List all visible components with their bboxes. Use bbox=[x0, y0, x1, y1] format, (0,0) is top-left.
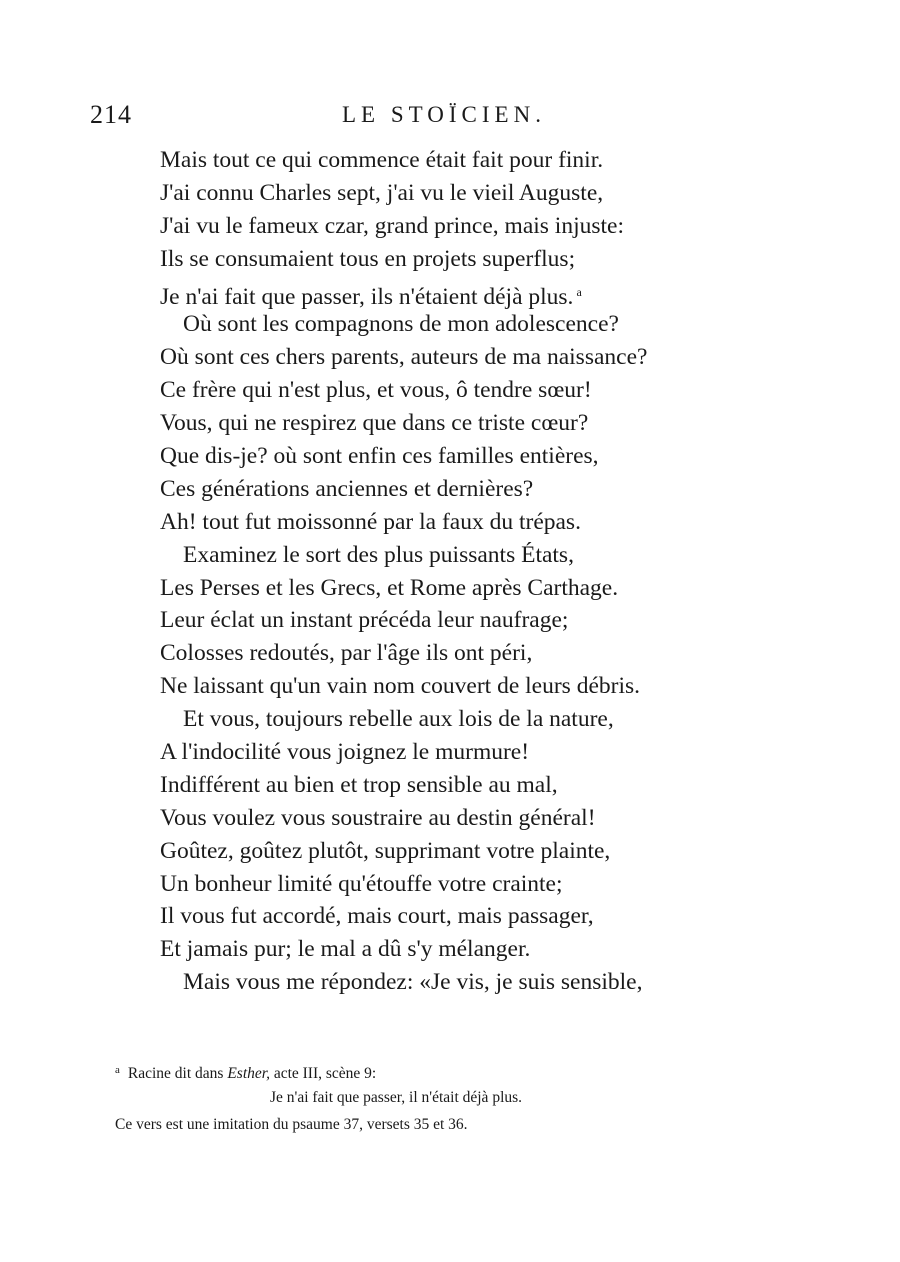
footnote-intro: $^a$ Racine dit dans Esther, acte III, scène 9: bbox=[115, 1064, 377, 1082]
running-title: LE STOÏCIEN. bbox=[342, 102, 546, 127]
verse-line: Où sont ces chers parents, auteurs de ma naissance? bbox=[160, 344, 648, 371]
verse-line: Et vous, toujours rebelle aux lois de la nature, bbox=[183, 706, 614, 733]
poem-body bbox=[160, 144, 880, 999]
verse-line: Examinez le sort des plus puissants États, bbox=[183, 541, 574, 568]
verse-line: Colosses redoutés, par l'âge ils ont péri, bbox=[160, 640, 533, 667]
page-number: 214 bbox=[90, 100, 132, 129]
work-title: Esther, bbox=[227, 1065, 270, 1082]
verse-line: Mais vous me répondez: «Je vis, je suis sensible, bbox=[183, 969, 643, 996]
verse-line: Un bonheur limité qu'étouffe votre crainte; bbox=[160, 870, 563, 897]
verse-line: Ah! tout fut moissonné par la faux du trépas. bbox=[160, 508, 581, 535]
verse-line: A l'indocilité vous joignez le murmure! bbox=[160, 739, 530, 766]
verse-line: Que dis-je? où sont enfin ces familles entières, bbox=[160, 443, 599, 470]
verse-line: Leur éclat un instant précéda leur naufrage; bbox=[160, 607, 569, 634]
verse-line: Indifférent au bien et trop sensible au mal, bbox=[160, 771, 558, 798]
footnote-block bbox=[115, 1057, 835, 1138]
verse-line: Goûtez, goûtez plutôt, supprimant votre plainte, bbox=[160, 837, 611, 864]
verse-line: Ce frère qui n'est plus, et vous, ô tendre sœur! bbox=[160, 377, 592, 404]
verse-line: Ces générations anciennes et dernières? bbox=[160, 475, 534, 502]
verse-line: Ne laissant qu'un vain nom couvert de leurs débris. bbox=[160, 673, 640, 700]
verse-line: J'ai connu Charles sept, j'ai vu le vieil Auguste, bbox=[160, 179, 604, 206]
verse-line: Mais tout ce qui commence était fait pour finir. bbox=[160, 147, 604, 173]
footnote-source: Ce vers est une imitation du psaume 37, versets 35 et 36. bbox=[115, 1116, 468, 1133]
verse-line: Où sont les compagnons de mon adolescence? bbox=[183, 311, 619, 338]
verse-line: Vous voulez vous soustraire au destin général! bbox=[160, 804, 596, 831]
verse-line: J'ai vu le fameux czar, grand prince, mais injuste: bbox=[160, 212, 624, 239]
footnote-quotation: Je n'ai fait que passer, il n'était déjà plus. bbox=[270, 1089, 523, 1106]
verse-line: Il vous fut accordé, mais court, mais passager, bbox=[160, 903, 594, 930]
verse-line: Les Perses et les Grecs, et Rome après Carthage. bbox=[160, 574, 619, 601]
verse-line: Je n'ai fait que passer, ils n'étaient déjà plus. $^a$ bbox=[160, 283, 582, 310]
footnote-reference: a bbox=[576, 284, 582, 299]
footnote-marker: a bbox=[115, 1064, 120, 1076]
verse-line: Vous, qui ne respirez que dans ce triste cœur? bbox=[160, 410, 589, 437]
verse-line: Et jamais pur; le mal a dû s'y mélanger. bbox=[160, 936, 531, 963]
verse-line: Ils se consumaient tous en projets superflus; bbox=[160, 245, 576, 272]
